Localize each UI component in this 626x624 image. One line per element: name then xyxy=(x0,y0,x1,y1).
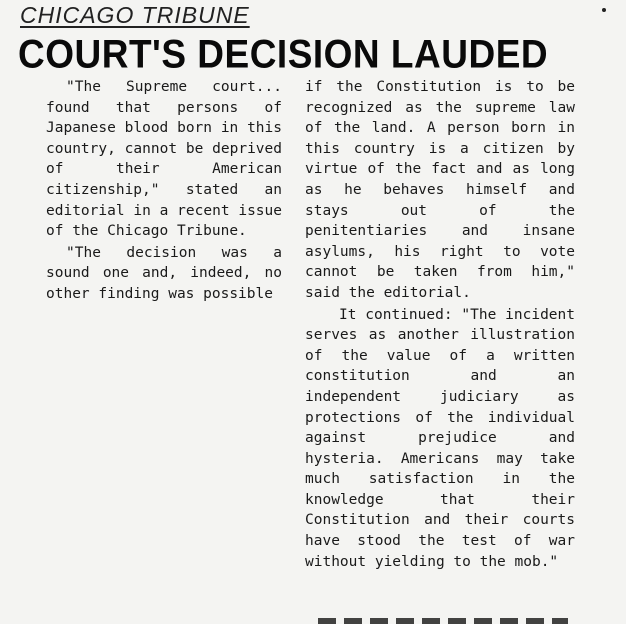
left-paragraph-2: "The decision was a sound one and, indeed, no other finding was possible xyxy=(46,244,282,302)
left-paragraph-1: "The Supreme court... found that persons of Japanese blood born in this country, cannot be deprived of their American citizenship," stated an editorial in a recent issue of the Chicago Tribune. xyxy=(46,79,282,240)
cut-off-next-headline xyxy=(318,618,568,624)
right-paragraph-1: if the Constitution is to be recognized as the supreme law of the land. A person born in this country is a citizen by virtue of the fact and as long as he behaves himself and stays out of the penitentiaries and insane asylums, his right to vote cannot be taken from him," said the editorial. xyxy=(305,79,575,301)
right-column xyxy=(305,77,575,572)
left-column xyxy=(46,77,282,305)
right-paragraph-2: It continued: "The incident serves as another illustration of the value of a written constitution and an independent judiciary as protections of the individual against prejudice and hysteria. Americans may take much satisfaction in the knowledge that their Constitution and their courts have stood the test of war without yielding to the mob." xyxy=(305,306,575,570)
newspaper-source: CHICAGO TRIBUNE xyxy=(20,2,250,28)
headline: COURT'S DECISION LAUDED xyxy=(18,32,549,77)
print-speck xyxy=(602,8,606,12)
